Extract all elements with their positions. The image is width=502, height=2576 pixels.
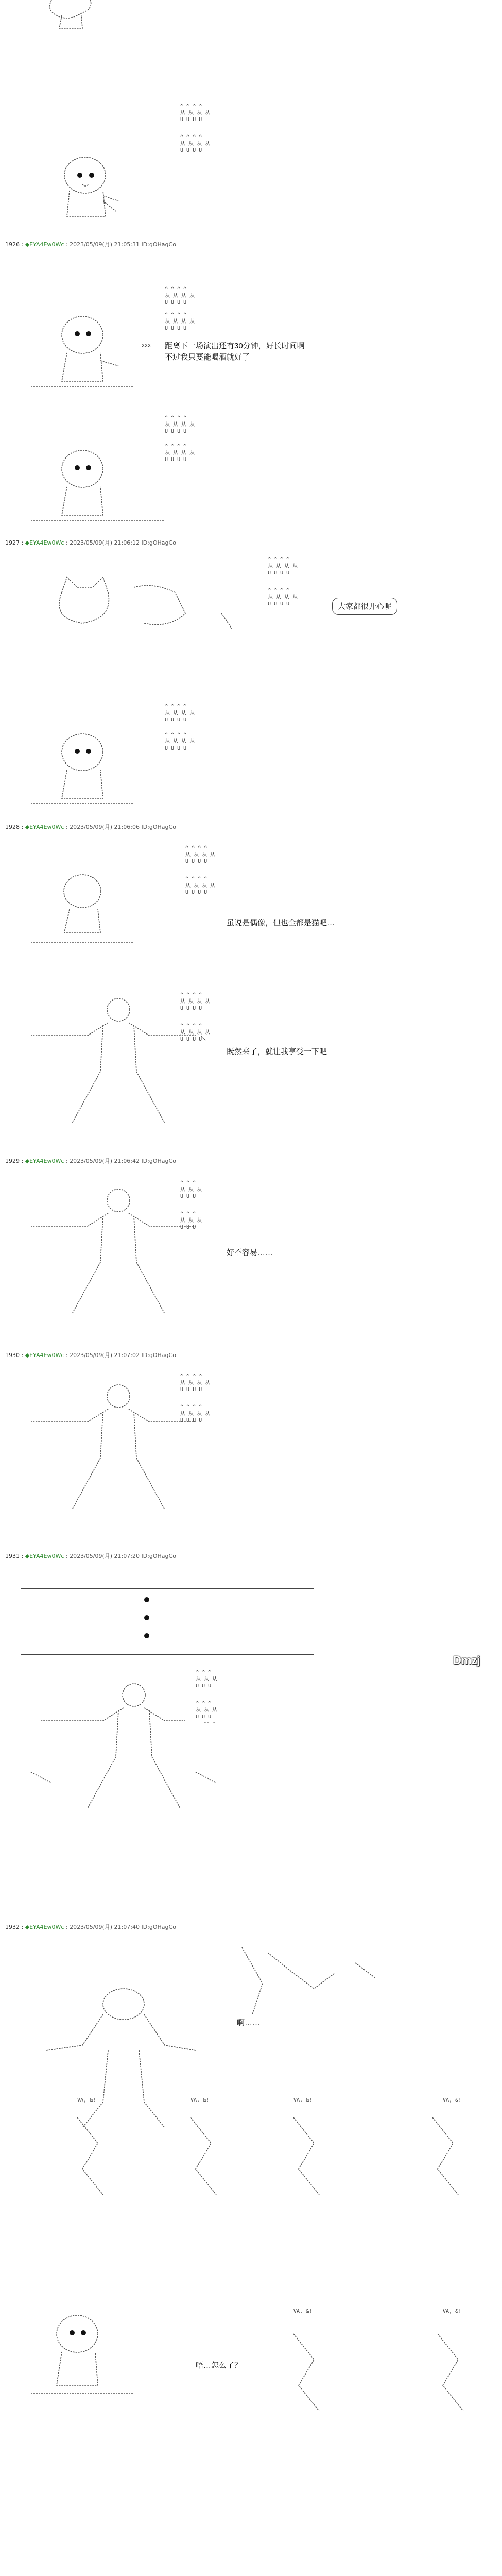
post-number: 1926 :: [5, 241, 24, 248]
crowd-aa: ^ ^ ^ ^ 从 从 从 从 U U U U: [180, 1374, 211, 1393]
dialogue-line: 唔…怎么了？: [196, 2361, 243, 2370]
post-number: 1928 :: [5, 824, 24, 831]
crowd-aa: ^ ^ ^ ^ 从 从 从 从 U U U U: [185, 876, 216, 895]
crowd-aa: ^ ^ ^ ^ 从 从 从 从 U U U U: [165, 444, 195, 463]
crowd-aa: ^ ^ ^ ^ 从 从 从 从 U U U U: [180, 1023, 211, 1042]
ellipsis-dot: [144, 1633, 149, 1638]
post-number: 1932 :: [5, 1924, 24, 1930]
crowd-aa: ^ ^ ^ ^ 从 从 从 从 U U U U: [165, 286, 195, 306]
character-art-3: [31, 443, 165, 526]
character-art-1: [57, 155, 124, 222]
crowd-aa: ^ ^ ^ ^ 从 从 从 从 U U U U: [180, 134, 211, 154]
va-sfx: VA, &!: [443, 2309, 462, 2314]
va-sfx: VA, &!: [77, 2097, 96, 2103]
crowd-aa: ^ ^ ^ ^ 从 从 从 从 U U U U: [180, 1404, 211, 1423]
va-sfx: VA, &!: [293, 2309, 313, 2314]
poster-name[interactable]: ◆EYA4Ew0Wc: [25, 824, 64, 831]
crowd-aa: ^ ^ ^ 从 从 从 U U U: [180, 1180, 202, 1199]
poster-name[interactable]: ◆EYA4Ew0Wc: [25, 1158, 64, 1164]
post-number: 1927 :: [5, 539, 24, 546]
post-timestamp: : 2023/05/09(月) 21:06:12 ID:gOHagCo: [65, 539, 176, 546]
divider: [21, 1654, 314, 1655]
post-header: [5, 823, 176, 831]
bear-art-2: [31, 1185, 247, 1319]
reaction-lines-art: [221, 1942, 417, 2045]
poster-name[interactable]: ◆EYA4Ew0Wc: [25, 241, 64, 248]
crowd-aa: ^ ^ ^ ^ 从 从 从 从 U U U U: [165, 415, 195, 434]
cat-art: [51, 572, 257, 639]
crowd-aa: ^ ^ ^ ^ 从 从 从 从 U U U U: [180, 992, 211, 1011]
character-art-5: [31, 871, 134, 948]
dialogue-line: 大家都很开心呢: [338, 602, 392, 611]
va-sfx: VA, &!: [293, 2097, 313, 2103]
post-timestamp: : 2023/05/09(月) 21:05:31 ID:gOHagCo: [65, 241, 176, 248]
speech-bubble: [332, 598, 397, 615]
divider: [21, 1588, 314, 1589]
post-timestamp: : 2023/05/09(月) 21:06:06 ID:gOHagCo: [65, 824, 176, 831]
va-sfx: VA, &!: [191, 2097, 210, 2103]
character-art-top: [41, 0, 103, 31]
crowd-aa: ^ ^ ^ ^ 从 从 从 从 U U U U: [165, 312, 195, 331]
crowd-aa: ^ ^ ^ 从 从 从 U U U: [180, 1211, 202, 1230]
dialogue-line: 不过我只要能喝酒就好了: [165, 353, 250, 362]
crowd-slash-art: [72, 2112, 484, 2226]
crowd-aa: ^ ^ ^ ^ 从 从 从 从 U U U U: [165, 704, 195, 723]
post-number: 1931 :: [5, 1553, 24, 1560]
post-header: [5, 240, 176, 248]
crowd-slash-art-2: [288, 2329, 494, 2421]
post-timestamp: : 2023/05/09(月) 21:07:02 ID:gOHagCo: [65, 1352, 176, 1359]
dialogue-line: 距离下一场演出还有30分钟，好长时间啊: [165, 342, 305, 350]
character-art-4: [31, 726, 134, 809]
post-header: [5, 538, 176, 547]
post-header: [5, 1552, 176, 1560]
crowd-aa: ^ ^ ^ 从 从 从 U U U: [196, 1701, 218, 1720]
poster-name[interactable]: ◆EYA4Ew0Wc: [25, 1352, 64, 1359]
ellipsis-dot: [144, 1615, 149, 1620]
character-art-2: [31, 309, 134, 392]
crowd-aa: ^ ^ ^ 从 从 从 U U U: [196, 1670, 218, 1689]
post-number: 1930 :: [5, 1352, 24, 1359]
poster-name[interactable]: ◆EYA4Ew0Wc: [25, 539, 64, 546]
crowd-aa: ^ ^ ^ ^ 从 从 从 从 U U U U: [185, 845, 216, 865]
bear-art-4: [31, 1680, 237, 1814]
tick-sfx: "" ": [203, 1721, 216, 1727]
va-sfx: VA, &!: [443, 2097, 462, 2103]
crowd-aa: ^ ^ ^ ^ 从 从 从 从 U U U U: [268, 588, 298, 607]
post-header: [5, 1351, 176, 1359]
bear-art-3: [31, 1381, 247, 1515]
dialogue-line: 既然来了，就让我享受一下吧: [227, 1047, 327, 1056]
poster-name[interactable]: ◆EYA4Ew0Wc: [25, 1924, 64, 1930]
crowd-aa: ^ ^ ^ ^ 从 从 从 从 U U U U: [268, 557, 298, 576]
post-timestamp: : 2023/05/09(月) 21:07:40 ID:gOHagCo: [65, 1924, 176, 1930]
site-logo-watermark: Dmzj: [453, 1654, 480, 1667]
post-number: 1929 :: [5, 1158, 24, 1164]
post-timestamp: : 2023/05/09(月) 21:07:20 ID:gOHagCo: [65, 1553, 176, 1560]
dialogue-line: 啊……: [237, 2019, 261, 2027]
post-header: [5, 1923, 176, 1931]
dialogue-line: 好不容易……: [227, 1248, 273, 1257]
dialogue-line: 虽说是偶像，但也全都是猫吧…: [227, 919, 335, 927]
ellipsis-dot: [144, 1597, 149, 1602]
xxx-sfx: XXX: [142, 343, 151, 349]
crowd-aa: ^ ^ ^ ^ 从 从 从 从 U U U U: [180, 104, 211, 123]
bear-art-1: [31, 994, 247, 1128]
character-art-6: [31, 2308, 134, 2401]
poster-name[interactable]: ◆EYA4Ew0Wc: [25, 1553, 64, 1560]
post-timestamp: : 2023/05/09(月) 21:06:42 ID:gOHagCo: [65, 1158, 176, 1164]
crowd-aa: ^ ^ ^ ^ 从 从 从 从 U U U U: [165, 732, 195, 751]
post-header: [5, 1157, 176, 1165]
